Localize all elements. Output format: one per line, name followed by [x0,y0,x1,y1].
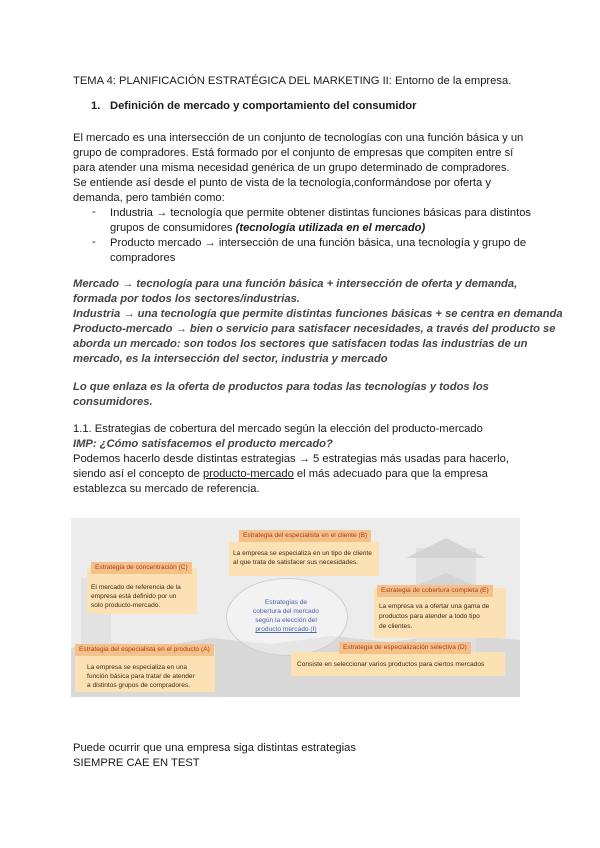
conclusion-line: Lo que enlaza es la oferta de productos para todas las tecnologías y todos los [73,381,489,393]
conclusion-line: consumidores. [73,396,153,408]
section-number: 1. [91,100,101,112]
text-especialista-producto-3: a distintos grupos de compradores. [87,682,190,689]
text-cobertura-completa-2: productos para atender a todo tipo [379,613,480,620]
imp-question: IMP: ¿Cómo satisfacemos el producto mercado? [73,438,333,450]
producto-mercado-link-text: producto-mercado [203,468,294,480]
text-concentracion-3: solo producto-mercado. [91,602,161,609]
subsection-line3: establezca su mercado de referencia. [73,483,260,495]
closing-line-1: Puede ocurrir que una empresa siga distintas estrategias [73,742,356,754]
text-especialista-producto-1: La empresa se especializa en una [87,664,188,671]
title-concentracion: Estrategia de concentración (C) [91,562,192,574]
bullet-producto-line1: Producto mercado → intersección de una función básica, una tecnología y grupo de [110,237,527,249]
text-especializacion-selectiva: Consiste en seleccionar varios productos para ciertos mercados [297,661,485,668]
text-especialista-cliente-2: al que trata de satisfacer sus necesidades. [233,559,358,566]
definition-line: aborda un mercado: son todos los sectores que satisfacen todas las industrias de un [73,338,528,350]
bullet-industria-line2: grupos de consumidores (tecnología utilizada en el mercado) [110,222,426,234]
paragraph-line: demanda, pero también como: [73,192,225,204]
paragraph-line: El mercado es una intersección de un conjunto de tecnologías con una función básica y un [73,132,524,144]
conclusion-block [73,380,533,410]
intro-paragraph [73,131,533,206]
strategies-diagram [71,518,520,697]
subsection-line2: siendo así el concepto de producto-mercado el más adecuado para que la empresa [73,468,488,480]
subsection-heading: 1.1. Estrategias de cobertura del mercado según la elección del producto-mercado [73,423,483,435]
section-heading: Definición de mercado y comportamiento del consumidor [110,100,417,112]
closing-line-2: SIEMPRE CAE EN TEST [73,757,200,769]
title-especialista-cliente: Estrategia del especialista en el cliente (B) [239,530,371,542]
title-especializacion-selectiva: Estrategia de especialización selectiva (D) [339,642,471,654]
definitions-block [73,277,563,367]
bullet-industria-note: (tecnología utilizada en el mercado) [235,222,426,234]
definition-line: formada por todos los sectores/industrias. [73,293,300,305]
text-concentracion-2: empresa está definido por un [91,593,177,600]
title-cobertura-completa: Estrategia de cobertura completa (E) [377,585,493,597]
center-label: Estrategias de cobertura del mercado según la elección del producto mercado (I) [253,599,319,633]
bullet-producto-line2: compradores [110,252,176,264]
definition-line: Producto-mercado → bien o servicio para satisfacer necesidades, a través del producto se [73,323,556,335]
title-especialista-producto: Estrategia del especialista en el producto (A) [75,644,214,656]
subsection-line1: Podemos hacerlo desde distintas estrategias → 5 estrategias más usadas para hacerlo, [73,453,509,465]
bullet-dash: - [92,236,96,248]
text-especialista-cliente-1: La empresa se especializa en un tipo de cliente [233,550,372,557]
paragraph-line: Se entiende así desde el punto de vista de la tecnología,conformándose por oferta y [73,177,491,189]
definition-line: Industria → una tecnología que permite distintas funciones básicas + se centra en demanda [73,308,563,320]
paragraph-line: grupo de compradores. Está formado por el conjunto de empresas que compiten entre sí [73,147,514,159]
text-concentracion-1: El mercado de referencia de la [91,584,181,591]
definition-line: mercado, es la intersección del sector, industria y mercado [73,353,388,365]
bullet-dash: - [92,206,96,218]
paragraph-line: para atender una misma necesidad genérica de un grupo determinado de compradores. [73,162,510,174]
text-especialista-producto-2: función básica para tratar de atender [87,673,195,680]
document-title: TEMA 4: PLANIFICACIÓN ESTRATÉGICA DEL MARKETING II: Entorno de la empresa. [73,75,512,87]
text-cobertura-completa-3: de clientes. [379,623,413,630]
bullet-industria-line1: Industria → tecnología que permite obtener distintas funciones básicas para distintos [110,207,532,219]
definition-line: Mercado → tecnología para una función básica + intersección de oferta y demanda, [73,278,518,290]
text-cobertura-completa-1: La empresa va a ofertar una gama de [379,603,490,610]
